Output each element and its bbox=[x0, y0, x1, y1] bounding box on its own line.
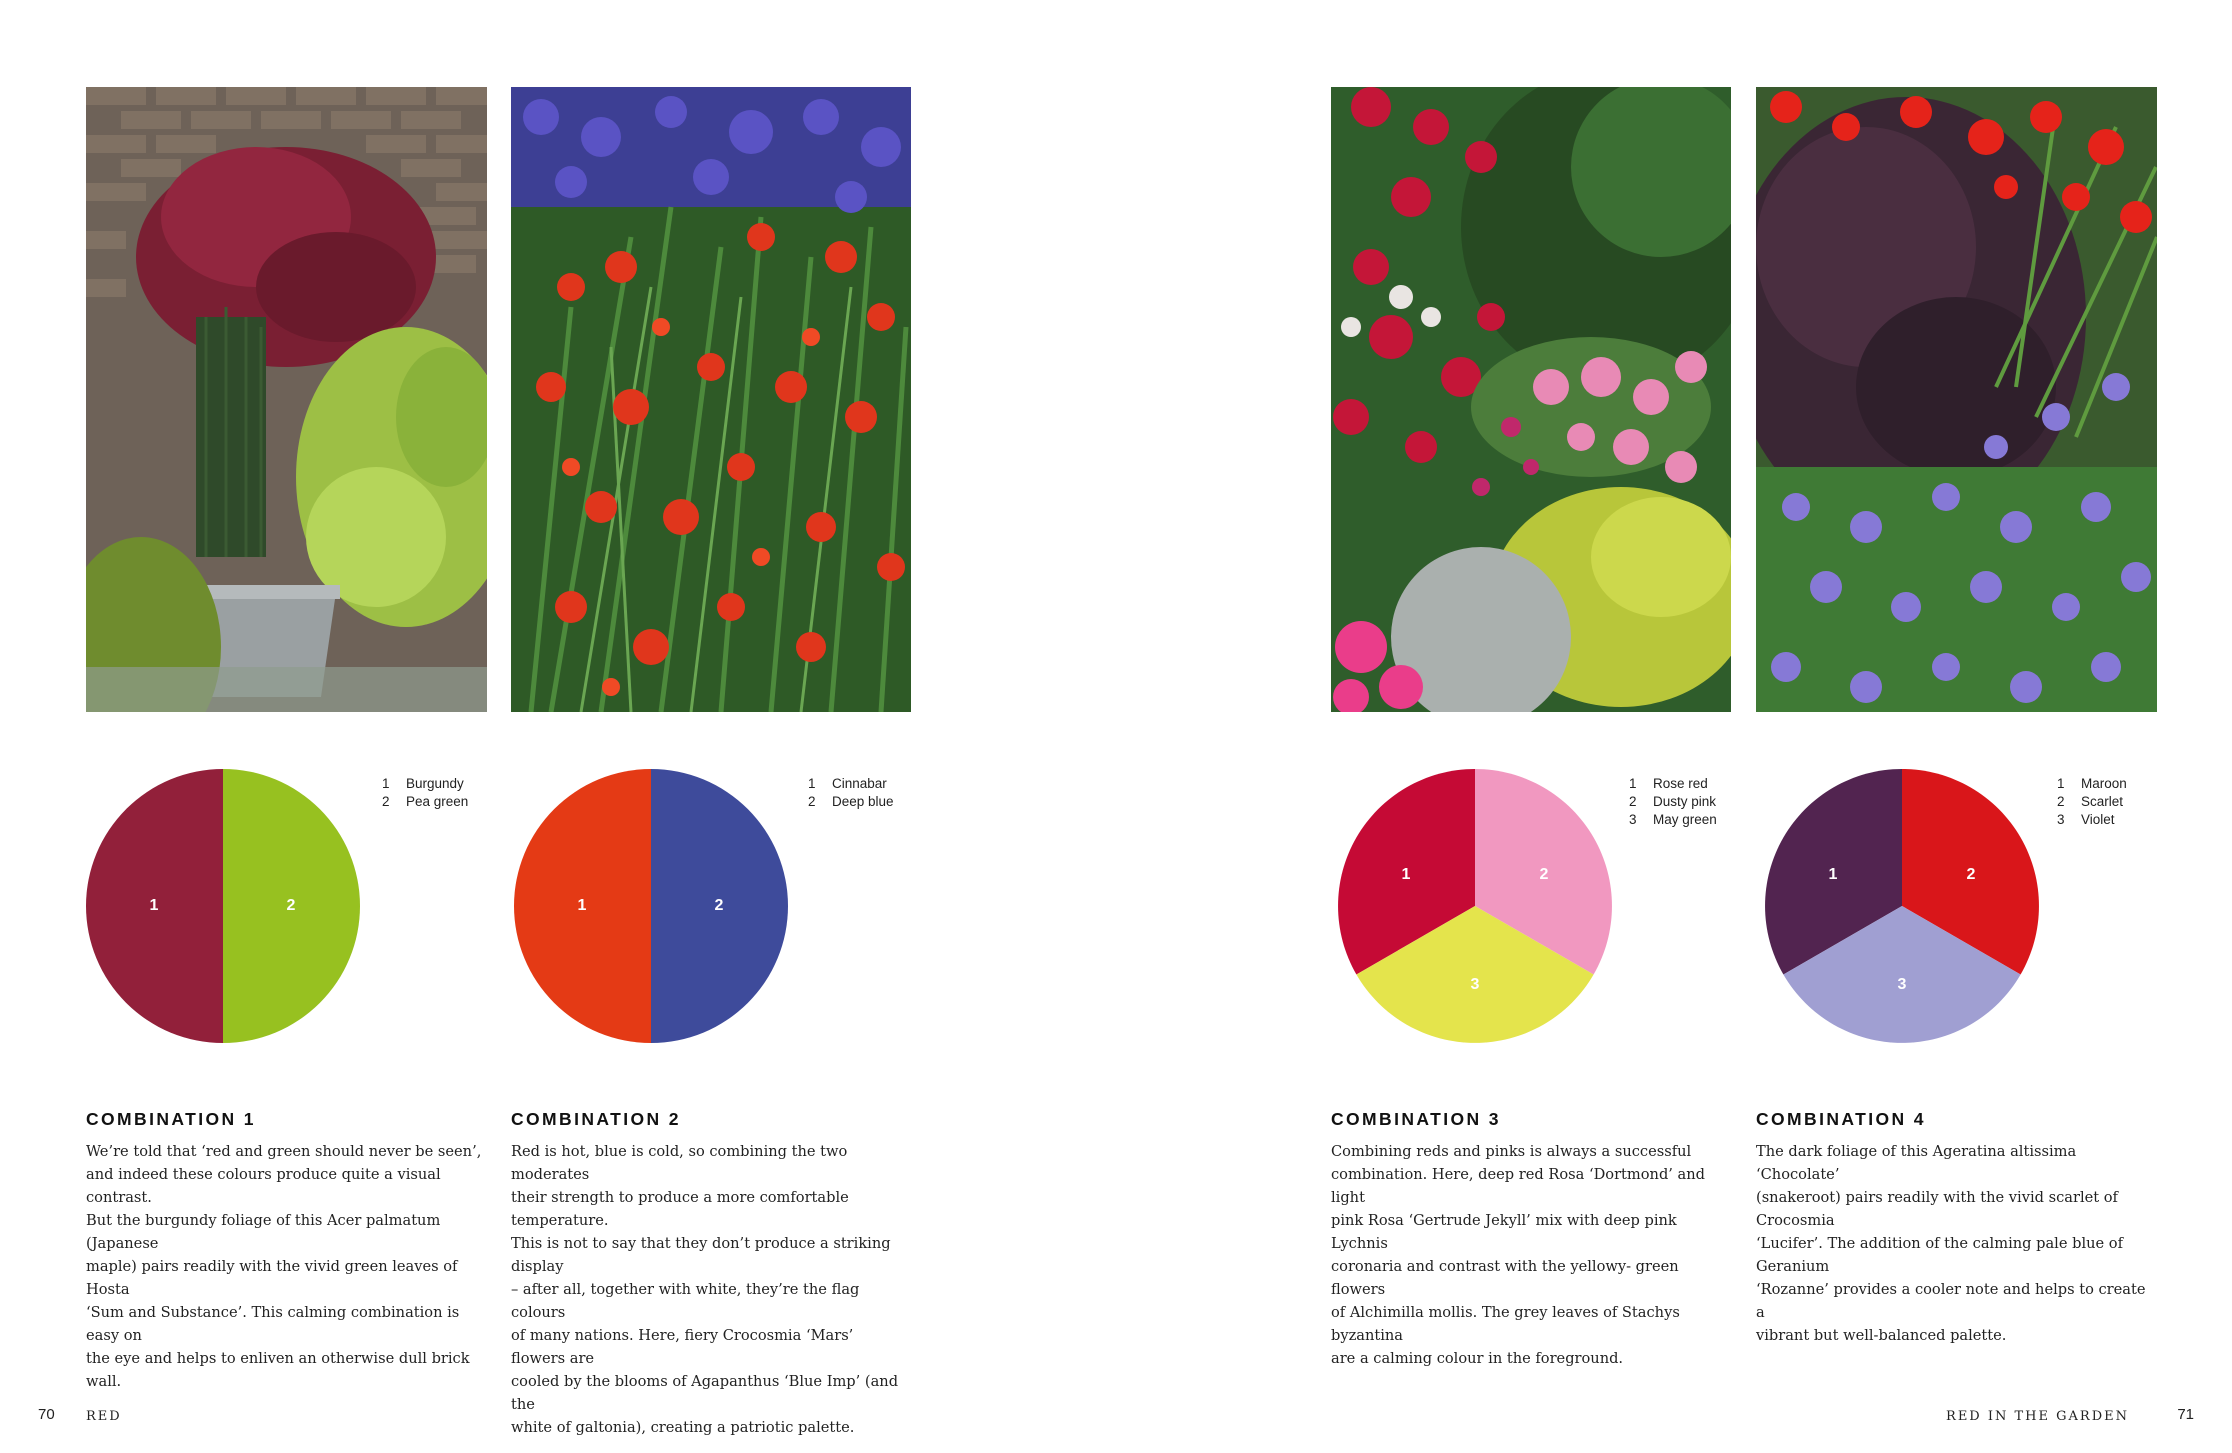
combination-description: The dark foliage of this Ageratina altissima ‘Chocolate’ (snakeroot) pairs readily with the vivid scarlet of Crocosmia ‘Lucifer’. The addition of the calming pale blue of Geranium ‘Rozanne’ provides a cooler note and helps to create a vibrant but well-balanced palette. bbox=[1756, 1143, 2146, 1344]
combination-3-block bbox=[1331, 1109, 1731, 1370]
legend-label: Rose red bbox=[1653, 776, 1708, 791]
combination-heading: COMBINATION 3 bbox=[1331, 1109, 1501, 1129]
legend-item bbox=[808, 793, 894, 811]
legend-number: 1 bbox=[382, 776, 390, 791]
legend-label: Scarlet bbox=[2081, 794, 2124, 809]
legend-item bbox=[2057, 811, 2127, 829]
legend-label: Maroon bbox=[2081, 776, 2127, 791]
combination-heading: COMBINATION 1 bbox=[86, 1109, 256, 1129]
pie-label-1: 1 bbox=[1828, 866, 1838, 884]
legend-item bbox=[1629, 775, 1717, 793]
running-head-left: RED bbox=[86, 1409, 122, 1424]
pie-label-3: 3 bbox=[1897, 976, 1907, 994]
pie-label-3: 3 bbox=[1470, 976, 1480, 994]
legend-label: Cinnabar bbox=[832, 776, 887, 791]
pie-label-2: 2 bbox=[714, 897, 724, 915]
legend-item bbox=[1629, 793, 1717, 811]
pie-chart-combination-3 bbox=[1338, 769, 1612, 1043]
page-number-left: 70 bbox=[38, 1406, 55, 1423]
legend-label: May green bbox=[1653, 812, 1717, 827]
combination-1-block bbox=[86, 1109, 486, 1393]
pie-label-2: 2 bbox=[286, 897, 296, 915]
pie-chart-combination-2 bbox=[514, 769, 788, 1043]
pie-label-1: 1 bbox=[149, 897, 159, 915]
legend-number: 2 bbox=[2057, 794, 2065, 809]
combination-heading: COMBINATION 4 bbox=[1756, 1109, 1926, 1129]
combination-2-block bbox=[511, 1109, 911, 1439]
legend-combination-2 bbox=[808, 775, 894, 811]
legend-number: 3 bbox=[2057, 812, 2065, 827]
legend-combination-1 bbox=[382, 775, 468, 811]
pie-label-2: 2 bbox=[1539, 866, 1549, 884]
photo-crocosmia-geranium bbox=[1756, 87, 2157, 712]
legend-number: 2 bbox=[1629, 794, 1637, 809]
legend-label: Dusty pink bbox=[1653, 794, 1717, 809]
page-number-right: 71 bbox=[2177, 1406, 2194, 1423]
legend-item bbox=[1629, 811, 1717, 829]
photo-roses-lychnis bbox=[1331, 87, 1731, 712]
legend-item bbox=[808, 775, 894, 793]
legend-item bbox=[382, 793, 468, 811]
pie-chart-combination-4 bbox=[1765, 769, 2039, 1043]
combination-heading: COMBINATION 2 bbox=[511, 1109, 681, 1129]
photo-crocosmia-agapanthus bbox=[511, 87, 911, 712]
legend-number: 1 bbox=[2057, 776, 2065, 791]
legend-label: Burgundy bbox=[406, 776, 464, 791]
pie-label-2: 2 bbox=[1966, 866, 1976, 884]
photo-japanese-maple-hosta bbox=[86, 87, 487, 712]
legend-label: Deep blue bbox=[832, 794, 894, 809]
legend-label: Pea green bbox=[406, 794, 469, 809]
legend-number: 2 bbox=[808, 794, 816, 809]
running-head-right: RED IN THE GARDEN bbox=[1946, 1409, 2129, 1424]
combination-4-block bbox=[1756, 1109, 2156, 1347]
combination-description: Combining reds and pinks is always a successful combination. Here, deep red Rosa ‘Dortmond’ and light pink Rosa ‘Gertrude Jekyll’ mix with deep pink Lychnis coronaria and contrast with the yellowy- green flowers of Alchimilla mollis. The grey leaves of Stachys byzantina are a calming colour in the foreground. bbox=[1331, 1143, 1706, 1367]
legend-number: 1 bbox=[808, 776, 816, 791]
legend-item bbox=[2057, 793, 2127, 811]
legend-item bbox=[2057, 775, 2127, 793]
legend-item bbox=[382, 775, 468, 793]
legend-number: 2 bbox=[382, 794, 390, 809]
legend-combination-3 bbox=[1629, 775, 1717, 829]
legend-combination-4 bbox=[2057, 775, 2127, 829]
pie-chart-combination-1 bbox=[86, 769, 360, 1043]
legend-number: 1 bbox=[1629, 776, 1637, 791]
combination-description: Red is hot, blue is cold, so combining the two moderates their strength to produce a more comfortable temperature. This is not to say that they don’t produce a striking display – after all, together with white, they’re the flag colours of many nations. Here, fiery Crocosmia ‘Mars’ flowers are cooled by the blooms of Agapanthus ‘Blue Imp’ (and the white of galtonia), creating a patriotic palette. bbox=[511, 1143, 899, 1436]
legend-label: Violet bbox=[2081, 812, 2115, 827]
combination-description: We’re told that ‘red and green should never be seen’, and indeed these colours produce quite a visual contrast. But the burgundy foliage of this Acer palmatum (Japanese maple) pairs readily with the vivid green leaves of Hosta ‘Sum and Substance’. This calming combination is easy on the eye and helps to enliven an otherwise dull brick wall. bbox=[86, 1143, 482, 1390]
pie-label-1: 1 bbox=[1401, 866, 1411, 884]
pie-label-1: 1 bbox=[577, 897, 587, 915]
legend-number: 3 bbox=[1629, 812, 1637, 827]
